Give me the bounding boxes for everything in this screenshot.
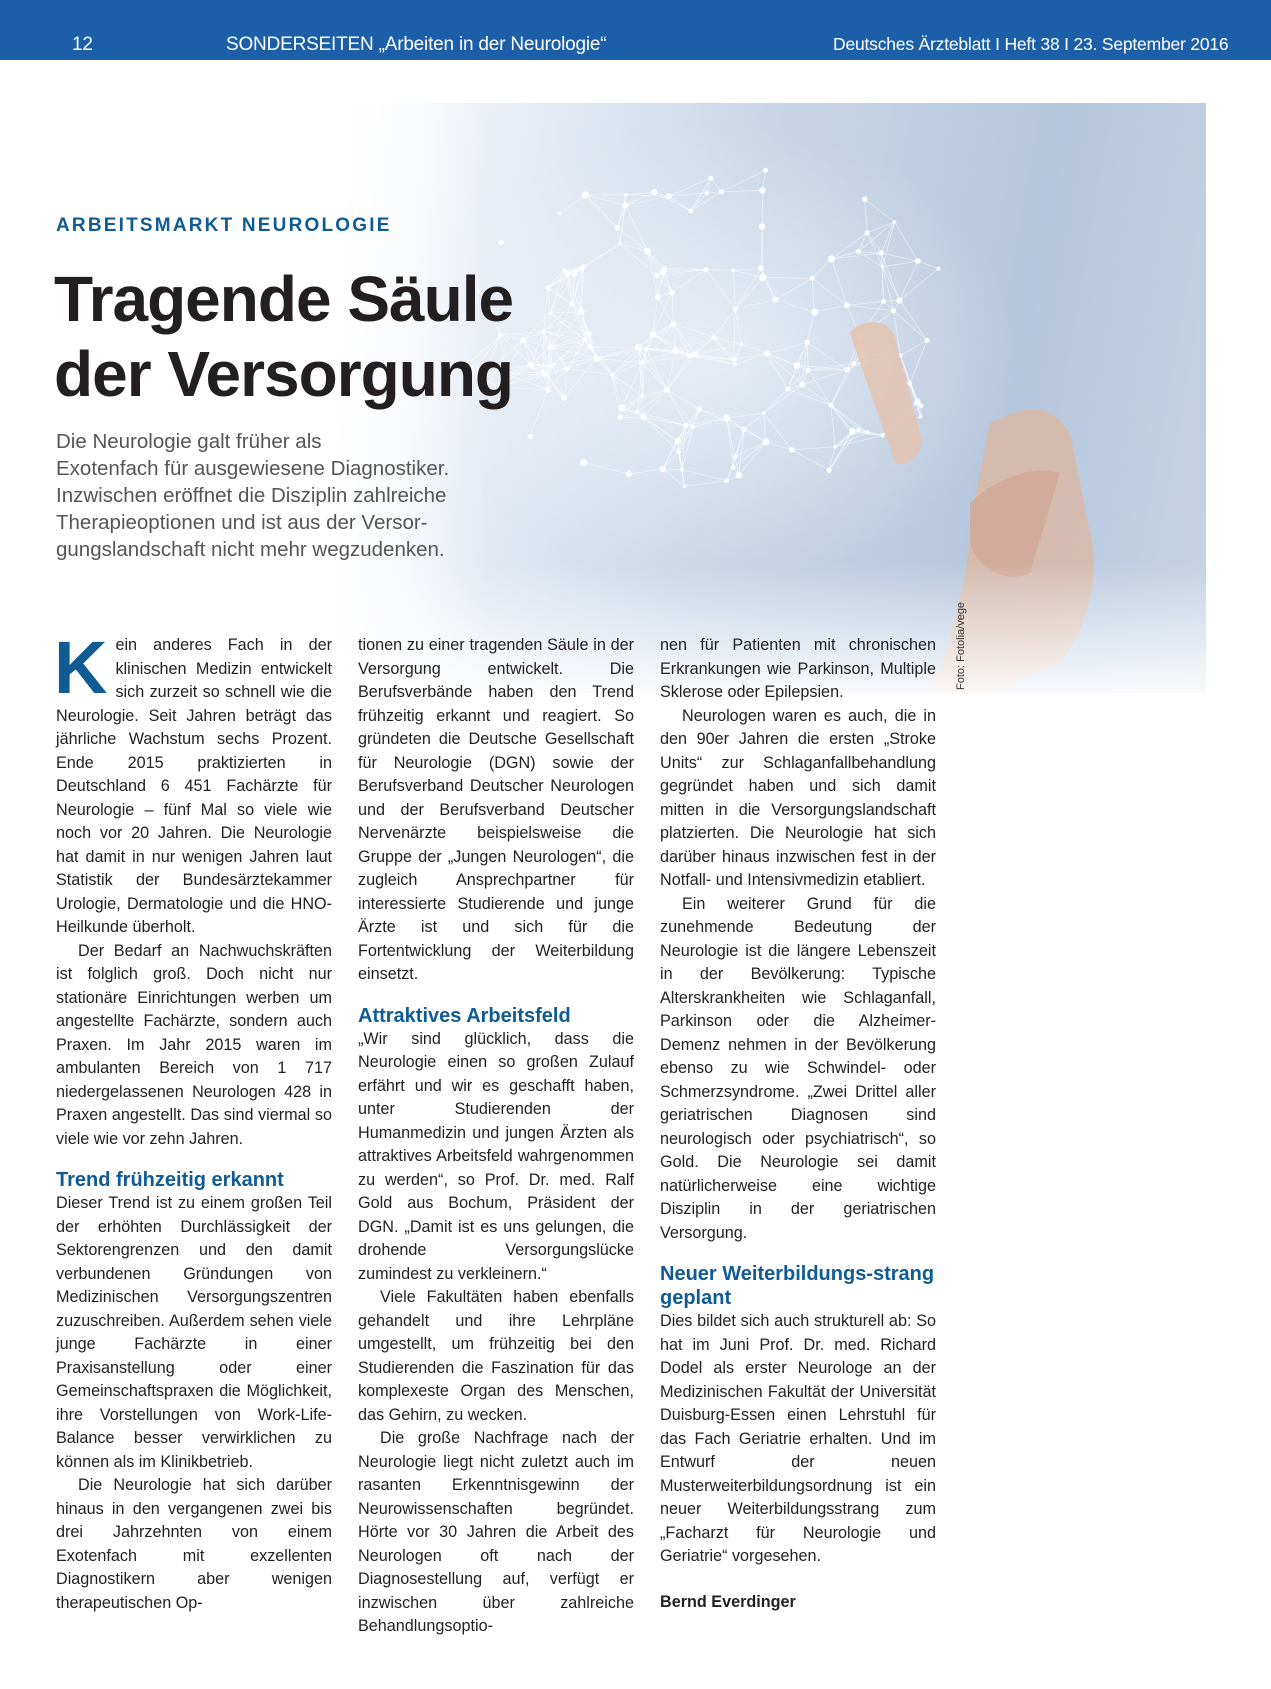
header-bar <box>0 0 1271 60</box>
paragraph: nen für Patienten mit chronischen Erkrankungen wie Parkinson, Multiple Sklerose oder Epilepsien. <box>660 636 936 701</box>
author-byline: Bernd Everdinger <box>660 1592 796 1611</box>
subheading: Trend frühzeitig erkannt <box>56 1169 284 1191</box>
column-1 <box>54 626 332 1615</box>
paragraph: Dies bildet sich auch strukturell ab: So hat im Juni Prof. Dr. med. Richard Dodel als erster Neurologe an der Medizinischen Fakultät der Universität Duisburg-Essen einen Lehrstuhl für das Fach Geriatrie erhalten. Und im Entwurf der neuen Musterweiterbildungsordnung ist ein neuer Weiterbildungsstrang zum „Facharzt für Neurologie und Geriatrie“ vorgesehen. <box>660 1312 936 1565</box>
lead-paragraph <box>56 428 486 563</box>
column-3 <box>660 634 936 1614</box>
drop-cap: K <box>54 626 108 709</box>
paragraph: Die Neurologie hat sich darüber hinaus in den vergangenen zwei bis drei Jahrzehnten von einem Exotenfach mit exzellenten Diagnostikern aber wenigen therapeutischen Op- <box>56 1476 332 1612</box>
lead-line: Exotenfach für ausgewiesene Diagnostiker. <box>56 457 450 480</box>
lead-line: gungslandschaft nicht mehr wegzudenken. <box>56 538 445 561</box>
paragraph: Ein weiterer Grund für die zunehmende Bedeutung der Neurologie ist die längere Lebenszeit in der Bevölkerung: Typische Alterskrankheiten wie Schlaganfall, Parkinson oder die Alzheimer-Demenz nehmen in der Bevölkerung ebenso zu wie Schwindel- oder Schmerzsyndrome. „Zwei Drittel aller geriatrischen Diagnosen sind neurologisch oder psychiatrisch“, so Gold. Die Neurologie sei damit natürlicherweise eine wichtige Disziplin in der geriatrischen Versorgung. <box>660 894 936 1242</box>
headline <box>54 262 574 412</box>
headline-line-1: Tragende Säule <box>54 263 514 335</box>
paragraph: Kein anderes Fach in der klinischen Medizin entwickelt sich zurzeit so schnell wie die Neurologie. Seit Jahren beträgt das jährliche Wachstum sechs Prozent. Ende 2015 praktizierten in Deutschland 6 451 Fachärzte für Neurologie – fünf Mal so viele wie noch vor 20 Jahren. Die Neurologie hat damit in nur wenigen Jahren laut Statistik der Bundesärztekammer Urologie, Dermatologie und die HNO-Heilkunde überholt. <box>54 626 332 936</box>
subheading: Attraktives Arbeitsfeld <box>358 1004 571 1027</box>
section-title: SONDERSEITEN „Arbeiten in der Neurologie“ <box>226 34 607 55</box>
paragraph: Viele Fakultäten haben ebenfalls gehandelt und ihre Lehrpläne umgestellt, um frühzeitig bei den Studierenden die Faszination für das komplexeste Organ des Menschen, das Gehirn, zu wecken. <box>358 1288 634 1424</box>
paragraph: Neurologen waren es auch, die in den 90er Jahren die ersten „Stroke Units“ zur Schlaganfallbehandlung gegründet haben und sich damit mitten in die Versorgungslandschaft platzierten. Die Neurologie hat sich darüber hinaus inzwischen fest in der Notfall- und Intensivmedizin etabliert. <box>660 706 936 889</box>
headline-line-2: der Versorgung <box>54 338 513 410</box>
subheading: Neuer Weiterbildungs-strang geplant <box>660 1263 935 1309</box>
column-2 <box>358 634 634 1639</box>
paragraph: Dieser Trend ist zu einem großen Teil der erhöhten Durchlässigkeit der Sektorengrenzen und den damit verbundenen Gründungen von Medizinischen Versorgungszentren zuzuschreiben. Außerdem sehen viele junge Fachärzte in einer Praxisanstellung oder einer Gemeinschaftspraxen die Möglichkeit, ihre Vorstellungen von Work-Life-Balance besser verwirklichen zu können als im Klinikbetrieb. <box>56 1194 332 1471</box>
paragraph: Der Bedarf an Nachwuchskräften ist folglich groß. Doch nicht nur stationäre Einrichtungen werben um angestellte Fachärzte, sondern auch Praxen. Im Jahr 2015 waren im ambulanten Bereich von 1 717 niedergelassenen Neurologen 428 in Praxen angestellt. Das sind viermal so viele wie vor zehn Jahren. <box>56 941 332 1148</box>
kicker: ARBEITSMARKT NEUROLOGIE <box>56 215 392 236</box>
lead-line: Inzwischen eröffnet die Disziplin zahlreiche <box>56 484 447 507</box>
paragraph: Die große Nachfrage nach der Neurologie liegt nicht zuletzt auch im rasanten Erkenntnisgewinn der Neurowissenschaften begründet. Hörte vor 30 Jahren die Arbeit des Neurologen oft nach der Diagnosestellung auf, verfügt er inzwischen über zahlreiche Behandlungsoptio- <box>358 1429 634 1635</box>
paragraph: „Wir sind glücklich, dass die Neurologie einen so großen Zulauf erfährt und wir es geschafft haben, unter Studierenden der Humanmedizin und jungen Ärzten als attraktives Arbeitsfeld wahrgenommen zu werden“, so Prof. Dr. med. Ralf Gold aus Bochum, Präsident der DGN. „Damit ist es uns gelungen, die drohende Versorgungslücke zumindest zu verkleinern.“ <box>358 1029 634 1283</box>
lead-line: Die Neurologie galt früher als <box>56 430 322 453</box>
lead-line: Therapieoptionen und ist aus der Versor- <box>56 511 428 534</box>
photo-credit: Foto: Fotolia/vege <box>955 601 967 690</box>
paragraph: tionen zu einer tragenden Säule in der Versorgung entwickelt. Die Berufsverbände haben den Trend frühzeitig erkannt und reagiert. So gründeten die Deutsche Gesellschaft für Neurologie (DGN) sowie der Berufsverband Deutscher Neurologen und der Berufsverband Deutscher Nervenärzte beispielsweise die Gruppe der „Jungen Neurologen“, die zugleich Ansprechpartner für interessierte Studierende und junge Ärzte ist und sich für die Fortentwicklung der Weiterbildung einsetzt. <box>358 636 634 983</box>
publication-info: Deutsches Ärzteblatt I Heft 38 I 23. September 2016 <box>833 34 1229 54</box>
page-number: 12 <box>72 34 93 55</box>
